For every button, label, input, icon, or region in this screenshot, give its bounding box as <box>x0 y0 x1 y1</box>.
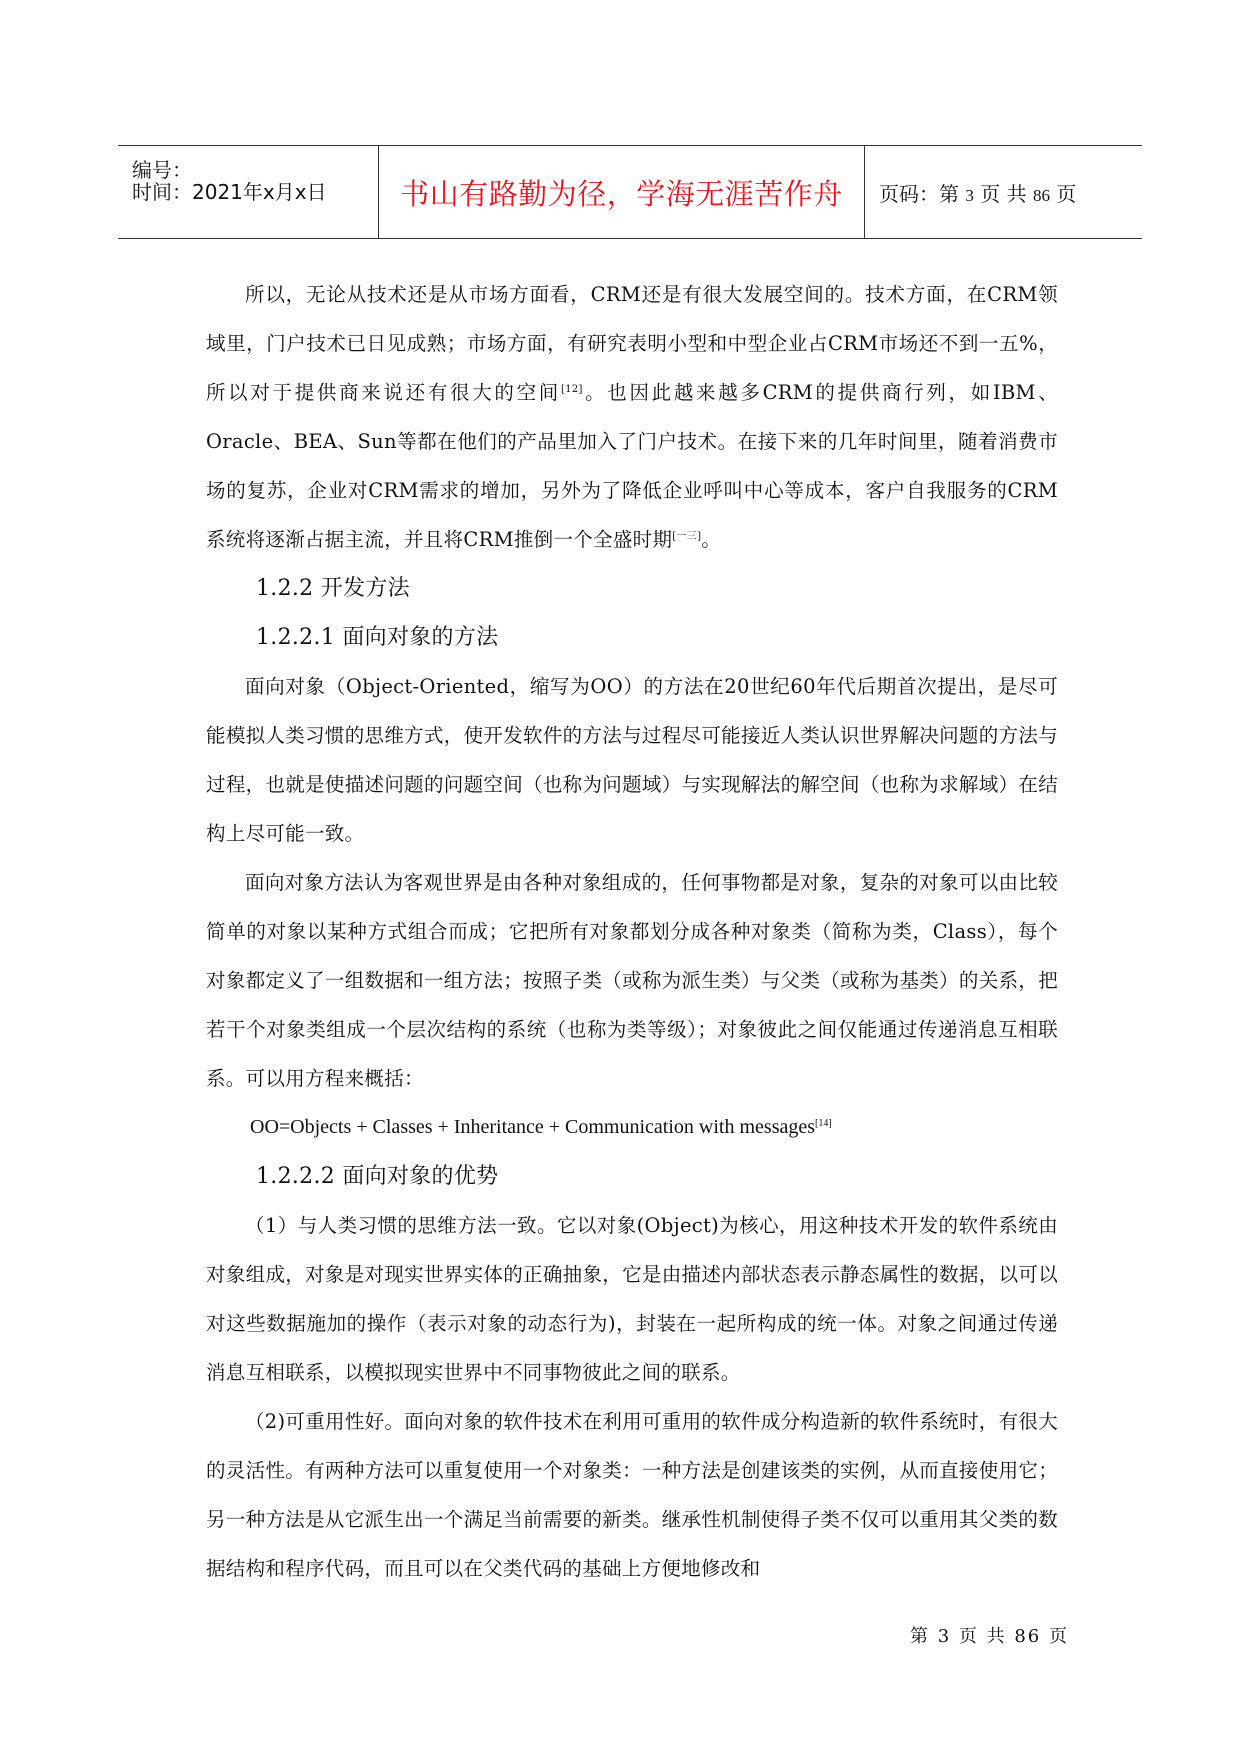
paragraph-oo-intro: 面向对象（Object-Oriented，缩写为OO）的方法在20世纪60年代后期首次提出，是尽可能模拟人类习惯的思维方式，使开发软件的方法与过程尽可能接近人类认识世界解决问题的方法与过程，也就是使描述问题的问题空间（也称为问题域）与实现解法的解空间（也称为求解域）在结构上尽可能一致。 <box>206 675 1058 845</box>
page-footer: 第 3 页 共 86 页 <box>910 1626 1069 1647</box>
heading-1-2-2: 1.2.2 开发方法 <box>256 576 410 601</box>
document-number-label: 编号： <box>132 158 192 182</box>
page-prefix: 页码：第 <box>879 181 959 206</box>
citation-ref: [14] <box>815 1118 832 1129</box>
document-body <box>206 270 1058 1593</box>
page-middle: 页 共 <box>980 181 1027 206</box>
paragraph-oo-concept: 面向对象方法认为客观世界是由各种对象组成的，任何事物都是对象，复杂的对象可以由比较简单的对象以某种方式组合而成；它把所有对象都划分成各种对象类（简称为类，Class），每个对象都定义了一组数据和一组方法；按照子类（或称为派生类）与父类（或称为基类）的关系，把若干个对象类组成一个层次结构的系统（也称为类等级）；对象彼此之间仅能通过传递消息互相联系。可以用方程来概括： <box>206 871 1058 1090</box>
paragraph-text: 。也因此越来越多CRM的提供商行列，如IBM、Oracle、BEA、Sun等都在他们的产品里加入了门户技术。在接下来的几年时间里，随着消费市场的复苏，企业对CRM需求的增加，另外为了降低企业呼叫中心等成本，客户自我服务的CRM系统将逐渐占据主流，并且将CRM推倒一个全盛时期 <box>206 381 1058 551</box>
header-page-info <box>879 178 1076 207</box>
paragraph-advantage-1: （1）与人类习惯的思维方法一致。它以对象(Object)为核心，用这种技术开发的软件系统由对象组成，对象是对现实世界实体的正确抽象，它是由描述内部状态表示静态属性的数据，以可以对这些数据施加的操作（表示对象的动态行为)，封装在一起所构成的统一体。对象之间通过传递消息互相联系，以模拟现实世界中不同事物彼此之间的联系。 <box>206 1214 1058 1384</box>
formula-oo <box>206 1103 1058 1152</box>
paragraph-advantage-2: （2)可重用性好。面向对象的软件技术在利用可重用的软件成分构造新的软件系统时，有很大的灵活性。有两种方法可以重复使用一个对象类：一种方法是创建该类的实例，从而直接使用它；另一种方法是从它派生出一个满足当前需要的新类。继承性机制使得子类不仅可以重用其父类的数据结构和程序代码，而且可以在父类代码的基础上方便地修改和 <box>206 1410 1058 1580</box>
paragraph-text: 所以，无论从技术还是从市场方面看，CRM还是有很大发展空间的。技术方面，在CRM领域里，门户技术已日见成熟；市场方面，有研究表明小型和中型企业占CRM市场还不到一五%，所以对于提供商来说还有很大的空间 <box>206 283 1058 404</box>
page-header <box>118 145 1142 239</box>
header-page-cell <box>865 146 1156 238</box>
heading-1-2-2-2: 1.2.2.2 面向对象的优势 <box>256 1164 499 1189</box>
header-motto: 书山有路勤为径，学海无涯苦作舟 <box>400 176 843 211</box>
citation-ref: [一三] <box>672 531 702 542</box>
header-meta-cell <box>118 146 378 238</box>
heading-1-2-2-1: 1.2.2.1 面向对象的方法 <box>256 625 499 650</box>
formula-text: OO=Objects + Classes + Inheritance + Communication with messages <box>250 1116 816 1138</box>
paragraph-crm-outlook <box>206 270 1058 564</box>
paragraph-text: 。 <box>701 528 722 551</box>
document-time-label: 时间：2021年x月x日 <box>132 180 327 204</box>
page-current: 3 <box>965 185 974 205</box>
header-motto-cell <box>378 146 865 238</box>
citation-ref: [12] <box>560 384 583 395</box>
page-suffix: 页 <box>1056 181 1077 206</box>
page-total: 86 <box>1032 185 1050 205</box>
